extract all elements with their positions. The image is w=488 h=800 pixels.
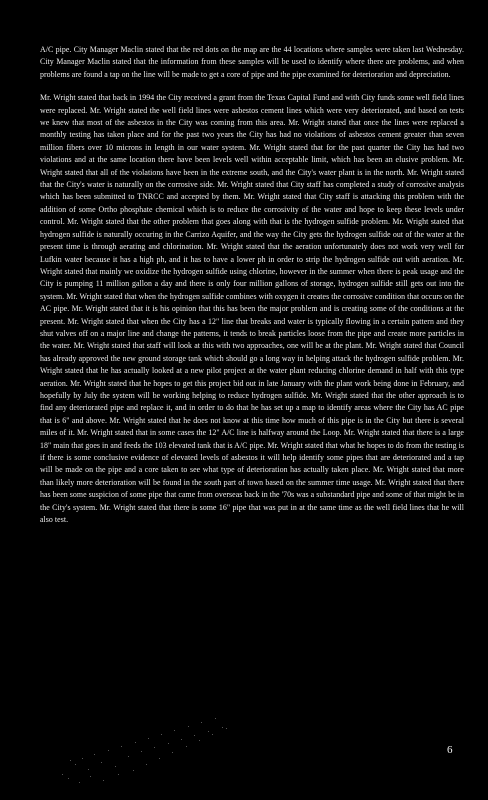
page-number: 6 xyxy=(447,744,453,756)
paragraph-mr-wright: Mr. Wright stated that back in 1994 the City received a grant from the Texas Capital Fund and with City funds some well field lines were replaced. Mr. Wright stated the well field lines were asbestos cement lines which were very deteriorated, and based on tests we knew that most of the asbestos in the City was coming from this area. Mr. Wright stated that once the lines were replaced a monthly testing has taken place and for the past two years the City has had no violations of asbestos cement greater than seven million fibers over 10 microns in length in our water system. Mr. Wright stated that for the past quarter the City has had two violations and at the same location there have been levels well within acceptable limit, which has been an elusive problem. Mr. Wright stated that all of the violations have been in the extreme south, and the City's water plant is in the north. Mr. Wright stated that the City's water is naturally on the corrosive side. Mr. Wright stated that City staff has completed a study of corrosive analysis which has been submitted to TNRCC and accepted by them. Mr. Wright stated that City staff is attacking this problem with the addition of some Ortho phosphate chemical which is to reduce the corrosivity of the water and hope to keep these levels under control. Mr. Wright stated that the other problem that goes along with that is the hydrogen sulfide problem. Mr. Wright stated that hydrogen sulfide is naturally occuring in the Carrizo Aquifer, and the way the City gets the hydrogen sulfide out of the water at the present time is through aerating and chlorination. Mr. Wright stated that the aeration unfortunately does not work very well for Lufkin water because it has a high ph, and it has to have a lower ph in order to strip the hydrogen sulfide out with aeration. Mr. Wright stated that mainly we oxidize the hydrogen sulfide using chlorine, however in the summer when there is peak usage and the City is pumping 11 million gallon a day and there is only four million gallons of storage, hydrogen sulfide still gets out into the system. Mr. Wright stated that when the hydrogen sulfide combines with oxygen it creates the corrosive condition that occurs on the AC pipe. Mr. Wright stated that it is his opinion that this has been the major problem and is creating some of the conditions at the present. Mr. Wright stated that when the City has a 12" line that breaks and water is typically flowing in a certain pattern and they shut valves off on a major line and change the patterns, it tends to break particles loose from the pipe and create more particles in the water. Mr. Wright stated that staff will look at this with two approaches, one will be at the plant. Mr. Wright stated that Council has already approved the new ground storage tank which should go a long way in helping attack the hydrogen sulfide problem. Mr. Wright stated that he has actually looked at a new pilot project at the water plant reducing chlorine demand in half with this type aeration. Mr. Wright stated that he hopes to get this project bid out in late January with the plant work being done in February, and hopefully by July the system will be working helping to reduce hydrogen sulfide. Mr. Wright stated that the other approach is to find any deteriorated pipe and replace it, and in order to do that he has set up a map to identify areas where the City has AC pipe that is 6" and above. Mr. Wright stated that he does not know at this time how much of this pipe is in the City but there is several miles of it. Mr. Wright stated that in some cases the 12" A/C line is halfway around the Loop. Mr. Wright stated that there is a large 18" main that goes in and feeds the 103 elevated tank that is A/C pipe. Mr. Wright stated that what he hopes to do from the testing is if there is some conclusive evidence of elevated levels of asbestos it will help identify some pipes that are deteriorated and a tap will be made on the pipe and a core taken to see what type of deterioration has actually taken place. Mr. Wright stated that more than likely more deterioration will be found in the south part of town based on the summer time usage. Mr. Wright stated that there has been some suspicion of some pipe that came from overseas back in the '70s was a substandard pipe and some of that might be in the City's system. Mr. Wright stated that there is some 16" pipe that was put in at the same time as the well field lines that he will also test. xyxy=(40,93,464,525)
scan-noise xyxy=(0,690,488,800)
document-body xyxy=(40,44,464,537)
paragraph-city-manager: A/C pipe. City Manager Maclin stated that the red dots on the map are the 44 locations where samples were taken last Wednesday. City Manager Maclin stated that the information from these samples will be used to identify where there are problems, and when problems are found a tap on the line will be made to get a core of pipe and the pipe examined for deterioration and depreciation. xyxy=(40,45,464,79)
